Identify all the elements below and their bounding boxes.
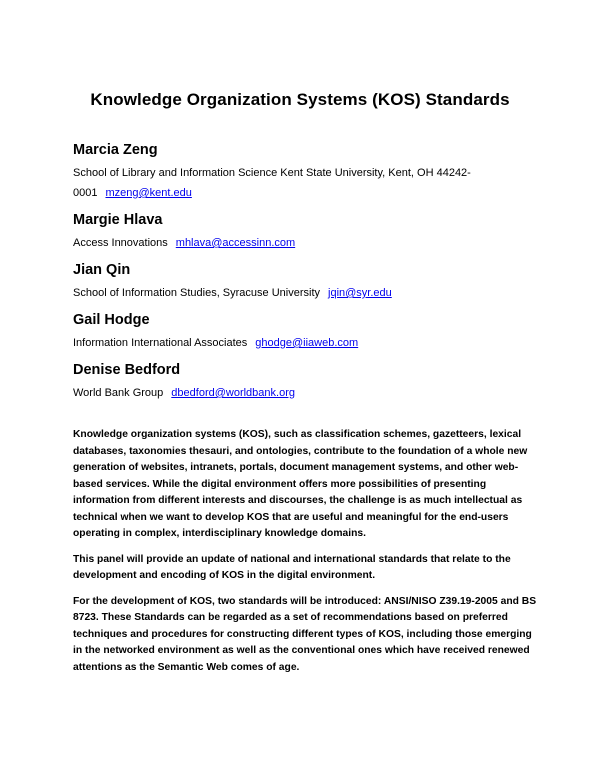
author-affiliation xyxy=(73,333,573,353)
author-name: Marcia Zeng xyxy=(73,142,158,158)
author-email-link[interactable]: jqin@syr.edu xyxy=(328,287,392,299)
author-affiliation xyxy=(73,383,573,403)
author-list xyxy=(73,140,573,410)
body-paragraph: For the development of KOS, two standards will be introduced: ANSI/NISO Z39.19-2005 and BS 8723. These Standards can be regarded as a set of recommendations based on preferred techniques and procedures for constructing different types of KOS, including those emerging in the networked environment as well as the conventional ones which have received renewed attentions as the Semantic Web comes of age. xyxy=(73,595,537,673)
affiliation-text: Access Innovations xyxy=(73,237,168,249)
author-email-link[interactable]: ghodge@iiaweb.com xyxy=(255,337,359,349)
author-name: Denise Bedford xyxy=(73,362,181,378)
author-affiliation xyxy=(73,163,513,203)
abstract-body xyxy=(73,427,543,685)
body-paragraph: Knowledge organization systems (KOS), such as classification schemes, gazetteers, lexical databases, taxonomies thesauri, and ontologies, contribute to the foundation of a whole new generation of websites, intranets, portals, document management systems, and other web-based services. While the digital environment offers more possibilities of presenting information from different interests and discourses, the challenge is as much intellectual as technical when we want to develop KOS that are useful and meaningful for the end-users operating in complex, interdisciplinary knowledge domains. xyxy=(73,429,528,539)
author-affiliation xyxy=(73,233,573,253)
affiliation-text: World Bank Group xyxy=(73,387,164,399)
author-name: Jian Qin xyxy=(73,262,131,278)
author-block xyxy=(73,210,573,253)
author-email-link[interactable]: mhlava@accessinn.com xyxy=(175,237,296,249)
affiliation-text: School of Information Studies, Syracuse University xyxy=(73,287,321,299)
author-block xyxy=(73,260,573,303)
affiliation-text: Information International Associates xyxy=(73,337,248,349)
author-name: Gail Hodge xyxy=(73,312,150,328)
author-block xyxy=(73,310,573,353)
author-block xyxy=(73,140,573,203)
author-name: Margie Hlava xyxy=(73,212,163,228)
author-block xyxy=(73,360,573,403)
paper-title: Knowledge Organization Systems (KOS) Standards xyxy=(90,90,510,109)
author-email-link[interactable]: mzeng@kent.edu xyxy=(105,187,192,199)
affiliation-text: School of Library and Information Science Kent State University, Kent, OH 44242-0001 xyxy=(73,167,471,199)
body-paragraph: This panel will provide an update of national and international standards that relate to the development and encoding of KOS in the digital environment. xyxy=(73,553,511,581)
author-email-link[interactable]: dbedford@worldbank.org xyxy=(171,387,295,399)
author-affiliation xyxy=(73,283,573,303)
